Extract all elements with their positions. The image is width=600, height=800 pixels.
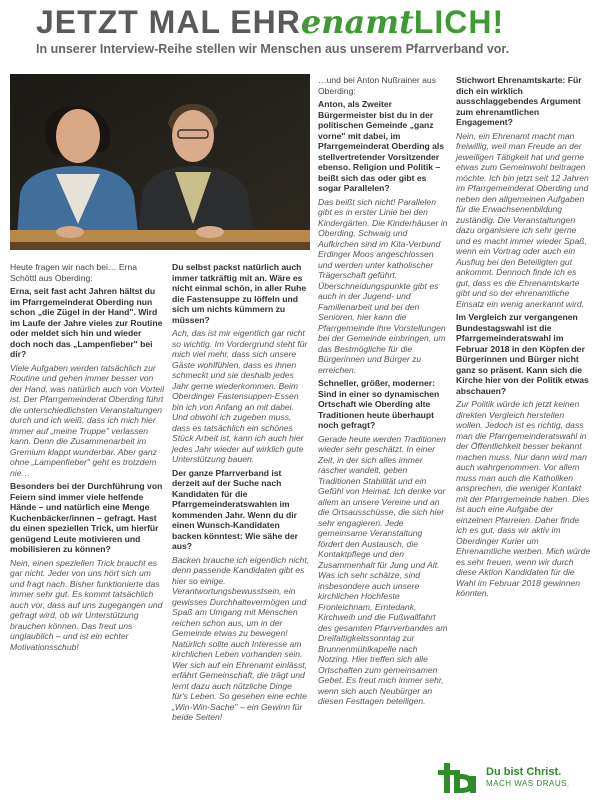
answer-4: Backen brauche ich eigentlich nicht, denn passende Kandidaten gibt es hier so einige. Verantwortungsbewusstsein, ein gewisses Durchhaltevermögen und Spaß am Umgang mit Menschen reichen schon aus, um in der Gemeinde etwas zu bewegen! Natürlich sollte auch Interesse am kirchlichen Leben vorhanden sein. Wer sich auf ein Ehrenamt einlässt, erfährt Gemeinschaft, die trägt und lernt dazu auch nützliche Dinge für's Leben. So gesehen eine echte „Win-Win-Sache" – ein Gewinn für beide Seiten!	[172, 554, 310, 722]
question-4: Der ganze Pfarrverband ist derzeit auf der Suche nach Kandidaten für die Pfarrgemeinderatswahlen im kommenden Jahr. Wenn du dir einen Wunsch-Kandidaten backen könntest: Wie sähe der aus?	[172, 467, 299, 551]
article-column-2	[172, 262, 310, 726]
question-5: Anton, als Zweiter Bürgermeister bist du in der politischen Gemeinde „ganz vorne" mit dabei, im Pfarrgemeinderat Oberding als stellvertretender Vorsitzender ebenso. Religion und Politik – beißt sich das oder gibt es sogar Parallelen?	[318, 99, 445, 193]
answer-8: Zur Politik würde ich jetzt keinen direkten Vergleich herstellen wollen. Jedoch ist es richtig, dass man die Pfarrgemeinderatswahl in der Öffentlichkeit besser bekannt machen muss. Nur dann wird man auch wahrgenommen. Vor allem muss man auch die Katholiken ansprechen, die weniger Kontakt mit der Pfarrgemeinde haben. Dies ist auch eine Aufgabe der einzelnen Pfarreien. Daher finde ich es gut, dass wir aktiv im Oberdinger Kurier um Ehrenamtliche werben. Mich würde es sehr freuen, wenn wir durch diese Aktion Kandidaten für die Wahl im Februar 2018 gewinnen könnten.	[456, 399, 591, 598]
article-column-1	[10, 262, 164, 655]
question-2: Besonders bei der Durchführung von Feiern sind immer viele helfende Hände – und natürlich eine Menge Kuchenbäcker/innen – gefragt. Hast du einen speziellen Trick, um hierfür genügend Leute motivieren und mobilisieren zu können?	[10, 481, 163, 554]
photo-illustration	[10, 74, 310, 250]
page-subtitle: In unserer Interview-Reihe stellen wir Menschen aus unserem Pfarrverband vor.	[36, 42, 510, 56]
answer-1: Viele Aufgaben werden tatsächlich zur Routine und gehen immer besser von der Hand, was natürlich auch von Vorteil ist. Der Pfarrgemeinderat Oberding führt die unterschiedlichsten Veranstaltungen durch und ich weiß, dass ich mich hier immer auf „meine Truppe" verlassen kann. Denn die Zusammenarbeit im Gremium klappt wunderbar. Aber ganz ohne „Lampenfieber" geht es trotzdem nie…	[10, 362, 164, 478]
cross-du-icon	[434, 760, 482, 796]
page-title	[36, 2, 504, 42]
logo-line-1: Du bist Christ.	[486, 766, 562, 778]
answer-5: Das beißt sich nicht! Parallelen gibt es in erster Linie bei den Kindergärten. Die Kinderhäuser in Oberding, Schwaig und Aufkirchen sind im Kita-Verbund Erdinger Moos angeschlossen und werden unter katholischer Trägerschaft geführt. Überschneidungspunkte gibt es auch in der Jugend- und Familienarbeit und bei den Senioren, hier kann die Pfarrgemeinde ihre Vorstellungen bei der Gemeinde einbringen, um das Bestmögliche für die Bürgerinnen und Bürger zu erreichen.	[318, 196, 448, 375]
question-6: Schneller, größer, moderner: Sind in einer so dynamischen Ortschaft wie Oberding alte Traditionen heute überhaupt noch gefragt?	[318, 378, 440, 430]
question-8: Im Vergleich zur vergangenen Bundestagswahl ist die Pfarrgemeinderatswahl im Februar 2018 in den Köpfen der Bürgerinnen und Bürger nicht ganz so präsent. Kann sich die Kirche hier von der Politik etwas abschauen?	[456, 312, 589, 396]
logo-line-2: MACH WAS DRAUS.	[486, 779, 570, 788]
answer-3: Ach, das ist mir eigentlich gar nicht so wichtig. Im Vordergrund steht für mich viel mehr, dass sich unsere Gäste wohlfühlen, dass es ihnen schmeckt und sie deshalb jedes Jahr gerne wiederkommen. Beim Oberdinger Fastensuppen-Essen bin ich von Anfang an mit dabei. Und obwohl ich zugeben muss, dass es tatsächlich ein schönes Stück Arbeit ist, kann ich auch hier jedes Jahr wieder auf wirklich gute Unterstützung bauen.	[172, 328, 308, 464]
du-bist-christ-logo	[434, 760, 594, 796]
answer-7: Nein, ein Ehrenamt macht man freiwillig, weil man Freude an der jeweiligen Tätigkeit hat und gerne etwas zum Gemeinwohl beitragen möchte. Ich bin jetzt seit 12 Jahren im Pfarrgemeinderat Oberding und neben den allgemeinen Aufgaben für die Erwachsenenbildung zuständig. Die Veranstaltungen dazu organisiere ich sehr gerne und es macht immer wieder Spaß, wenn ein Vortrag oder auch ein Ausflug bei den Beteiligten gut ankommt. Dennoch finde ich es gut, dass es die Ehrenamtskarte gibt und so der ehrenamtliche Einsatz ein wenig anerkannt wird.	[456, 130, 589, 309]
question-7: Stichwort Ehrenamtskarte: Für dich ein wirklich ausschlaggebendes Argument zum ehrenamtlichen Engagement?	[456, 75, 582, 127]
question-3: Du selbst packst natürlich auch immer tatkräftig mit an. Wäre es nicht einmal schön, in aller Ruhe die Fastensuppe zu löffeln und sich um nichts kümmern zu müssen?	[172, 262, 307, 325]
answer-2: Nein, einen speziellen Trick braucht es gar nicht. Jeder von uns hört sich um und fragt nach. Bisher funktionierte das immer sehr gut. Es kommt tatsächlich auch vor, dass auf uns zugegangen und gefragt wird, ob wir Unterstützung brauchen können. Das freut uns unglaublich – und ist ein echter Motivationsschub!	[10, 557, 163, 652]
title-part-lich: LICH!	[413, 4, 505, 40]
article-column-3	[318, 75, 448, 710]
question-1: Erna, seit fast acht Jahren hältst du im Pfarrgemeinderat Oberding nun schon „die Zügel in der Hand". Wird im Laufe der Jahre vieles zur Routine oder meldet sich hin und wieder doch noch das „Lampenfieber" bei dir?	[10, 286, 163, 359]
article-column-4	[456, 75, 592, 602]
intro-erna: Heute fragen wir nach bei… Erna Schöttl aus Oberding:	[10, 262, 138, 283]
answer-6: Gerade heute werden Traditionen wieder sehr geschätzt. In einer Zeit, in der sich alles immer rascher wandelt, geben Traditionen Stabilität und ein Gefühl von Heimat. Ich denke vor allem an unsere Vereine und an die Ortsausschüsse, die sich hier sehr engagieren. Jede gemeinsame Veranstaltung fördert den Austausch, die Kontaktpflege und den Zusammenhalt für Jung und Alt. Was ich sehr schätze, sind insbesondere auch unsere kirchlichen Hochfeste Fronleichnam, Erntedank, Kirchweih und die Fußwallfahrt des gesamten Pfarrverbandes am Dreifaltigkeitssonntag zur Brunnenmühlkapelle nach Notzing. Hier treffen sich alle Ortschaften zum gemeinsamen Gebet. Es freut mich immer sehr, wenn sich auch Neubürger an diesen Festtagen beteiligen.	[318, 433, 448, 706]
interview-photo	[10, 74, 310, 250]
intro-anton: …und bei Anton Nußrainer aus Oberding:	[318, 75, 436, 96]
title-part-enamt: enamt	[300, 3, 414, 41]
title-part-jetzt-mal-ehr: JETZT MAL EHR	[36, 4, 301, 40]
